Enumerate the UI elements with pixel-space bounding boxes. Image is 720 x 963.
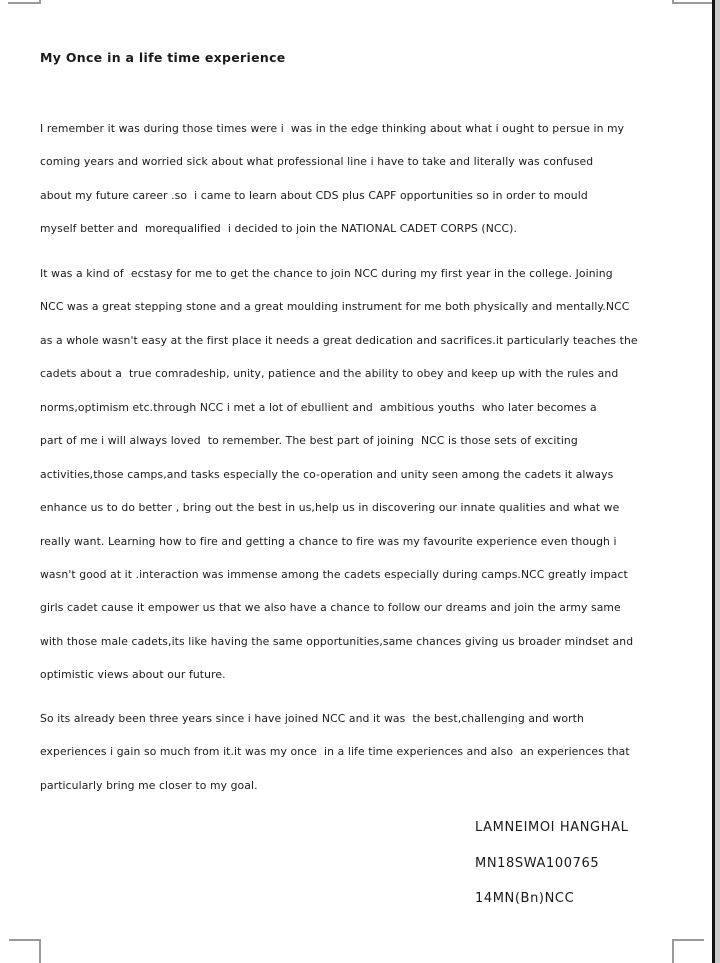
text-line: norms,optimism etc.through NCC i met a lot of ebullient and ambitious youths who later becomes a (40, 400, 597, 414)
text-line: as a whole wasn't easy at the first place it needs a great dedication and sacrifices.it particularly teaches the (40, 333, 638, 347)
text-line: wasn't good at it .interaction was immense among the cadets especially during camps.NCC greatly impact (40, 567, 628, 581)
text-line: particularly bring me closer to my goal. (40, 778, 258, 792)
signature-block (475, 810, 628, 917)
text-line: girls cadet cause it empower us that we also have a chance to follow our dreams and join the army same (40, 601, 621, 615)
paragraph (40, 702, 630, 802)
crop-mark-bottom-right (672, 939, 674, 963)
text-line: NCC was a great stepping stone and a great moulding instrument for me both physically and mentally.NCC (40, 300, 630, 314)
paragraph (40, 257, 638, 692)
text-line: experiences i gain so much from it.it was my once in a life time experiences and also an experiences that (40, 745, 630, 759)
paragraph (40, 112, 624, 246)
text-line: cadets about a true comradeship, unity, patience and the ability to obey and keep up with the rules and (40, 367, 619, 381)
crop-mark-bottom-left (39, 939, 41, 963)
text-line: It was a kind of ecstasy for me to get the chance to join NCC during my first year in the college. Joining (40, 267, 613, 280)
crop-mark-bottom-right (672, 939, 704, 941)
text-line: optimistic views about our future. (40, 668, 226, 682)
text-line: I remember it was during those times were i was in the edge thinking about what i ought to persue in my (40, 122, 625, 135)
page-edge-line (712, 0, 715, 963)
text-line: myself better and morequalified i decided to join the NATIONAL CADET CORPS (NCC). (40, 222, 517, 236)
signature-regimental-number: MN18SWA100765 (475, 855, 600, 871)
signature-name: LAMNEIMOI HANGHAL (475, 820, 629, 835)
text-line: activities,those camps,and tasks especially the co-operation and unity seen among the cadets it always (40, 467, 614, 481)
document-title: My Once in a life time experience (40, 50, 286, 65)
signature-unit: 14MN(Bn)NCC (475, 891, 575, 906)
crop-mark-top-right (672, 2, 712, 4)
crop-mark-top-left (8, 2, 41, 4)
crop-mark-bottom-left (9, 939, 41, 941)
text-line: coming years and worried sick about what professional line i have to take and literally was confused (40, 155, 594, 169)
text-line: about my future career .so i came to learn about CDS plus CAPF opportunities so in order to mould (40, 188, 588, 202)
text-line: enhance us to do better , bring out the best in us,help us in discovering our innate qualities and what we (40, 501, 620, 515)
text-line: really want. Learning how to fire and getting a chance to fire was my favourite experience even though i (40, 534, 617, 548)
crop-mark-top-right (672, 0, 674, 4)
text-line: part of me i will always loved to remember. The best part of joining NCC is those sets of exciting (40, 434, 578, 448)
text-line: with those male cadets,its like having the same opportunities,same chances giving us broader mindset and (40, 634, 634, 648)
text-line: So its already been three years since i have joined NCC and it was the best,challenging and worth (40, 712, 584, 725)
crop-mark-top-left (39, 0, 41, 4)
